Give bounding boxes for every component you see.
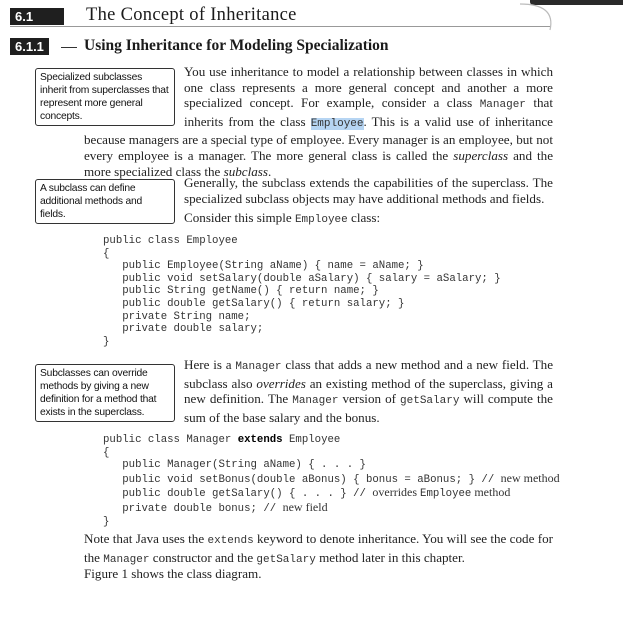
note-float-spacer <box>84 64 184 128</box>
paragraph-figure-reference: Figure 1 shows the class diagram. <box>84 566 262 581</box>
code-line: public double getSalary() { return salary; } <box>103 297 405 310</box>
paragraph-consider-employee: Consider this simple Employee class: <box>184 210 381 226</box>
subsection-number: 6.1.1 <box>10 38 49 55</box>
code-line: } <box>103 335 110 348</box>
paragraph-extends-keyword: Note that Java uses the extends keyword to denote inheritance. You will see the code for the Manager constructor and the getSalary method later in this chapter. <box>84 531 553 566</box>
code-employee-class <box>103 235 501 348</box>
code-line: private String name; <box>103 310 251 323</box>
keyword-extends: extends <box>237 434 283 446</box>
margin-note-specialized: Specialized subclasses inherit from superclasses that represent more general concepts. <box>35 68 175 126</box>
code-line: public void setSalary(double aSalary) { salary = aSalary; } <box>103 272 501 285</box>
code-line: private double salary; <box>103 323 264 336</box>
code-line: public String getName() { return name; } <box>103 285 379 298</box>
paragraph-subclass-extends: Generally, the subclass extends the capabilities of the superclass. The specialized subclass objects may have additional methods and fields. <box>184 175 553 206</box>
paragraph-inheritance-intro: You use inheritance to model a relationship between classes in which one class represents a more general concept and another a more specialized concept. For example, consider a class Manager that inherits from the class Employee. This is a valid use of inheritance because managers are a special type of employee. Every manager is an employee, but not every employee is a manager. The more general class is called the superclass and the more specialized class the subclass. <box>84 64 554 179</box>
code-line: public class Employee <box>103 235 238 247</box>
code-line: public Employee(String aName) { name = aName; } <box>103 260 424 273</box>
code-line: { <box>103 247 110 260</box>
subsection-connector <box>61 47 77 48</box>
section-rule <box>10 26 550 27</box>
paragraph-manager-class: Here is a Manager class that adds a new method and a new field. The subclass also overrides an existing method of the superclass, giving a new definition. The Manager version of getSalary will compute the sum of the base salary and the bonus. <box>184 357 553 425</box>
subsection-title: Using Inheritance for Modeling Specialization <box>84 37 389 54</box>
code-manager-class: public class Manager extends Employee { public Manager(String aName) { . . . } public void setBonus(double aBonus) { bonus = aBonus; } // new method public double getSalary() { . . . } // overrides Employee method private double bonus; // new field } <box>103 434 560 528</box>
margin-note-additional-methods: A subclass can define additional methods and fields. <box>35 179 175 224</box>
page-corner-curl <box>520 0 560 34</box>
highlighted-code-employee: Employee <box>310 117 364 130</box>
margin-note-override: Subclasses can override methods by giving a new definition for a method that exists in the superclass. <box>35 364 175 422</box>
section-title: The Concept of Inheritance <box>86 5 297 25</box>
section-number: 6.1 <box>10 8 64 25</box>
